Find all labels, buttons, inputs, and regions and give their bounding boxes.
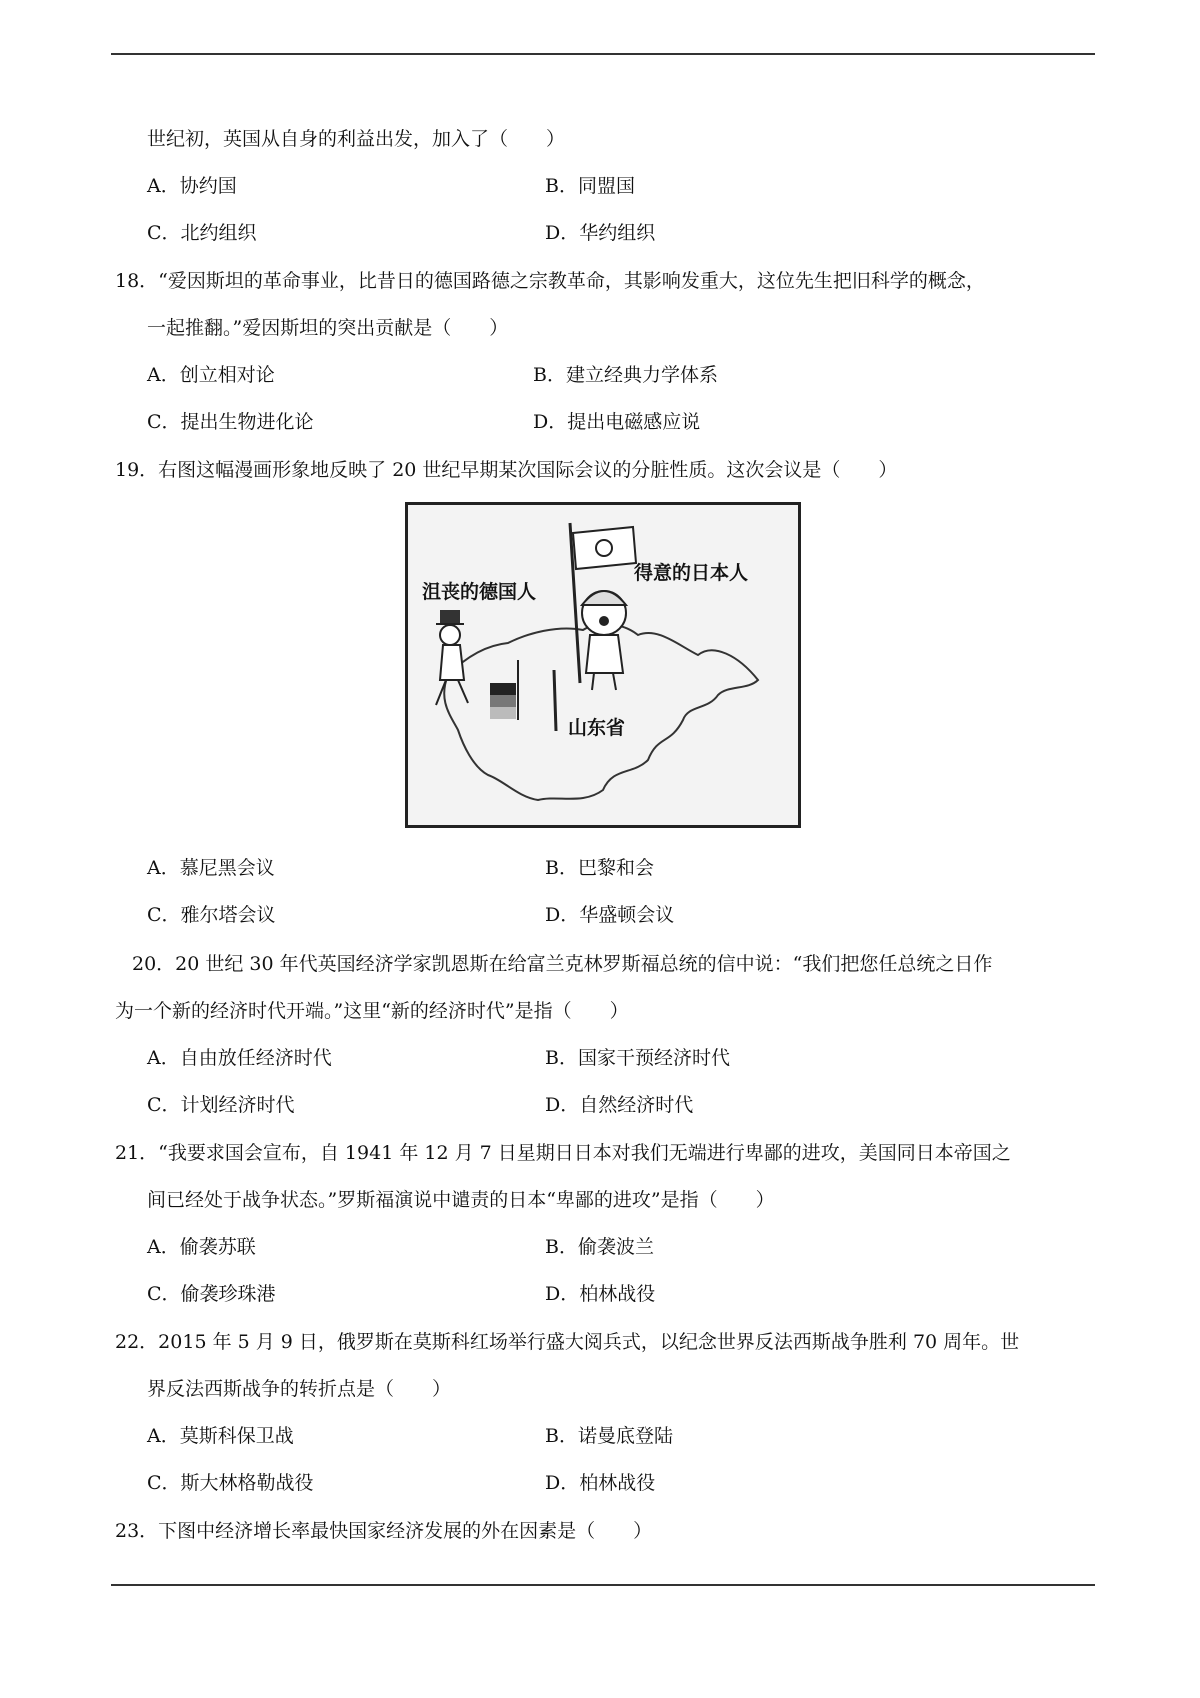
q18-line1: 18．“爱因斯坦的革命事业，比昔日的德国路德之宗教革命，其影响发重大，这位先生把旧科学的概念， bbox=[115, 270, 985, 292]
q19-line1: 19．右图这幅漫画形象地反映了 20 世纪早期某次国际会议的分脏性质。这次会议是（ ） bbox=[115, 459, 898, 481]
q18-option-c: C．提出生物进化论 bbox=[147, 411, 314, 433]
german-figure-hat bbox=[440, 610, 460, 624]
japan-marker-pole bbox=[554, 670, 556, 731]
q18-option-b: B．建立经典力学体系 bbox=[533, 364, 718, 386]
continuation-text: 世纪初，英国从自身的利益出发，加入了（ ） bbox=[147, 128, 566, 150]
q23-line1: 23．下图中经济增长率最快国家经济发展的外在因素是（ ） bbox=[115, 1520, 653, 1542]
option-b: B．同盟国 bbox=[545, 175, 635, 197]
q21-option-d: D．柏林战役 bbox=[545, 1283, 656, 1305]
q20-option-c: C．计划经济时代 bbox=[147, 1094, 295, 1116]
german-figure-head bbox=[440, 625, 460, 645]
q18-line2: 一起推翻。”爱因斯坦的突出贡献是（ ） bbox=[147, 317, 509, 339]
q19-option-a: A．慕尼黑会议 bbox=[147, 857, 275, 879]
q18-option-a: A．创立相对论 bbox=[147, 364, 275, 386]
q22-line2: 界反法西斯战争的转折点是（ ） bbox=[147, 1378, 452, 1400]
q22-line1: 22．2015 年 5 月 9 日，俄罗斯在莫斯科红场举行盛大阅兵式，以纪念世界反法西斯战争胜利 70 周年。世 bbox=[115, 1331, 1020, 1353]
q22-option-c: C．斯大林格勒战役 bbox=[147, 1472, 314, 1494]
japanese-figure-leg-right bbox=[613, 673, 616, 690]
q21-option-b: B．偷袭波兰 bbox=[545, 1236, 654, 1258]
q20-option-a: A．自由放任经济时代 bbox=[147, 1047, 332, 1069]
q22-option-d: D．柏林战役 bbox=[545, 1472, 656, 1494]
label-province: 山东省 bbox=[568, 717, 626, 739]
q18-option-d: D．提出电磁感应说 bbox=[533, 411, 701, 433]
japan-flag bbox=[573, 527, 636, 569]
q20-option-d: D．自然经济时代 bbox=[545, 1094, 694, 1116]
label-japanese: 得意的日本人 bbox=[634, 562, 749, 584]
q21-option-c: C．偷袭珍珠港 bbox=[147, 1283, 276, 1305]
german-figure-body bbox=[440, 645, 464, 680]
q19-option-d: D．华盛顿会议 bbox=[545, 904, 675, 926]
q19-option-b: B．巴黎和会 bbox=[545, 857, 654, 879]
q20-option-b: B．国家干预经济时代 bbox=[545, 1047, 730, 1069]
q21-line1: 21．“我要求国会宣布，自 1941 年 12 月 7 日星期日日本对我们无端进行卑鄙的进攻，美国同日本帝国之 bbox=[115, 1142, 1011, 1164]
q20-line1: 20．20 世纪 30 年代英国经济学家凯恩斯在给富兰克林罗斯福总统的信中说：“我们把您任总统之日作 bbox=[132, 953, 993, 975]
label-german: 沮丧的德国人 bbox=[422, 581, 537, 603]
q22-option-b: B．诺曼底登陆 bbox=[545, 1425, 673, 1447]
cartoon-drawing bbox=[408, 505, 798, 825]
option-d: D．华约组织 bbox=[545, 222, 656, 244]
q19-option-c: C．雅尔塔会议 bbox=[147, 904, 276, 926]
q21-option-a: A．偷袭苏联 bbox=[147, 1236, 256, 1258]
german-flag-stripe-1 bbox=[490, 683, 516, 695]
header-rule bbox=[111, 53, 1095, 55]
japanese-figure-leg-left bbox=[592, 673, 594, 690]
footer-rule bbox=[111, 1584, 1095, 1586]
option-c: C．北约组织 bbox=[147, 222, 257, 244]
q22-option-a: A．莫斯科保卫战 bbox=[147, 1425, 294, 1447]
japanese-figure-body bbox=[586, 635, 623, 673]
q21-line2: 间已经处于战争状态。”罗斯福演说中谴责的日本“卑鄙的进攻”是指（ ） bbox=[147, 1189, 775, 1211]
japanese-figure-cap bbox=[582, 591, 626, 605]
q20-line2: 为一个新的经济时代开端。”这里“新的经济时代”是指（ ） bbox=[115, 1000, 629, 1022]
option-a: A．协约国 bbox=[147, 175, 237, 197]
german-figure-leg-right bbox=[458, 680, 468, 703]
german-flag-stripe-2 bbox=[490, 695, 516, 707]
cartoon-figure bbox=[405, 502, 801, 828]
german-flag-stripe-3 bbox=[490, 707, 516, 719]
japanese-figure-mouth bbox=[599, 616, 609, 626]
